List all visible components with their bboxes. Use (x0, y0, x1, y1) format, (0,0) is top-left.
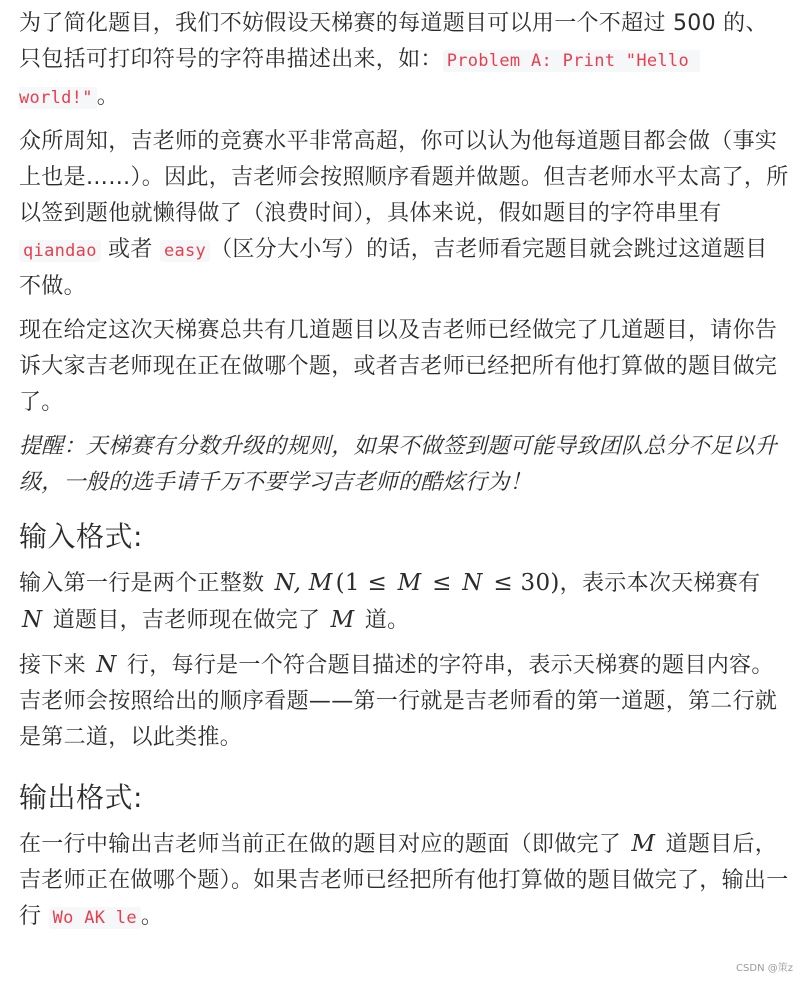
text: 。 (96, 84, 120, 109)
text: 输入第一行是两个正整数 (19, 571, 272, 596)
input-paragraph-1 (19, 565, 789, 639)
math-vars: N, M (274, 570, 333, 596)
text: 为了简化题目，我们不妨假设天梯赛的每道题目可以用一个不超过 500 的、只包括可打印符号的字符串描述出来，如： (19, 11, 768, 72)
note-text: 提醒：天梯赛有分数升级的规则，如果不做签到题可能导致团队总分不足以升级，一般的选手请千万不要学习吉老师的酷炫行为！ (19, 434, 778, 495)
keyword-code-easy: easy (160, 240, 210, 262)
math-m: M (631, 831, 656, 857)
input-paragraph-2 (19, 647, 789, 756)
text: ，表示本次天梯赛有 (559, 571, 761, 596)
text: 。 (140, 904, 164, 929)
math-n: N (96, 652, 117, 678)
output-paragraph-1 (19, 826, 789, 936)
problem-statement (19, 6, 789, 936)
keyword-code-qiandao: qiandao (19, 240, 101, 262)
text: 道题目后，吉老师正在做哪个题）。如果吉老师已经把所有他打算做的题目做完了，输出一行 (19, 832, 789, 929)
math-n: N (22, 607, 43, 633)
math-range-open: (1 ≤ (335, 570, 395, 596)
text: 接下来 (19, 653, 94, 678)
csdn-watermark: CSDN @策z (736, 963, 793, 974)
text: 道题目，吉老师现在做完了 (45, 608, 328, 633)
math-n: N (462, 570, 483, 596)
math-le: ≤ (424, 570, 460, 596)
input-format-heading: 输入格式: (19, 520, 143, 553)
math-m: M (330, 607, 355, 633)
example-code: Problem A: Print "Hello world!" (19, 51, 700, 108)
text: 行，每行是一个符合题目描述的字符串，表示天梯赛的题目内容。吉老师会按照给出的顺序看题——第一行就是吉老师看的第一道题，第二行就是第二道，以此类推。 (19, 653, 778, 750)
math-range-close: ≤ 30) (485, 570, 560, 596)
text: 众所周知，吉老师的竞赛水平非常高超，你可以认为他每道题目都会做（事实上也是……）。因此，吉老师会按照顺序看题并做题。但吉老师水平太高了，所以签到题他就懒得做了（浪费时间），具体来说，假如题目的字符串里有 (19, 129, 789, 226)
note-paragraph (19, 429, 789, 501)
intro-paragraph-1 (19, 6, 789, 116)
text: （区分大小写）的话，吉老师看完题目就会跳过这道题目不做。 (19, 237, 768, 299)
intro-paragraph-3: 现在给定这次天梯赛总共有几道题目以及吉老师已经做完了几道题目，请你告诉大家吉老师现在正在做哪个题，或者吉老师已经把所有他打算做的题目做完了。 (19, 318, 778, 415)
intro-paragraph-2 (19, 124, 789, 305)
output-format-heading: 输出格式: (19, 781, 143, 814)
text: 在一行中输出吉老师当前正在做的题目对应的题面（即做完了 (19, 832, 629, 857)
math-m: M (397, 570, 422, 596)
output-code: Wo AK le (49, 907, 141, 929)
text: 道。 (357, 608, 410, 633)
text: 或者 (100, 237, 160, 262)
